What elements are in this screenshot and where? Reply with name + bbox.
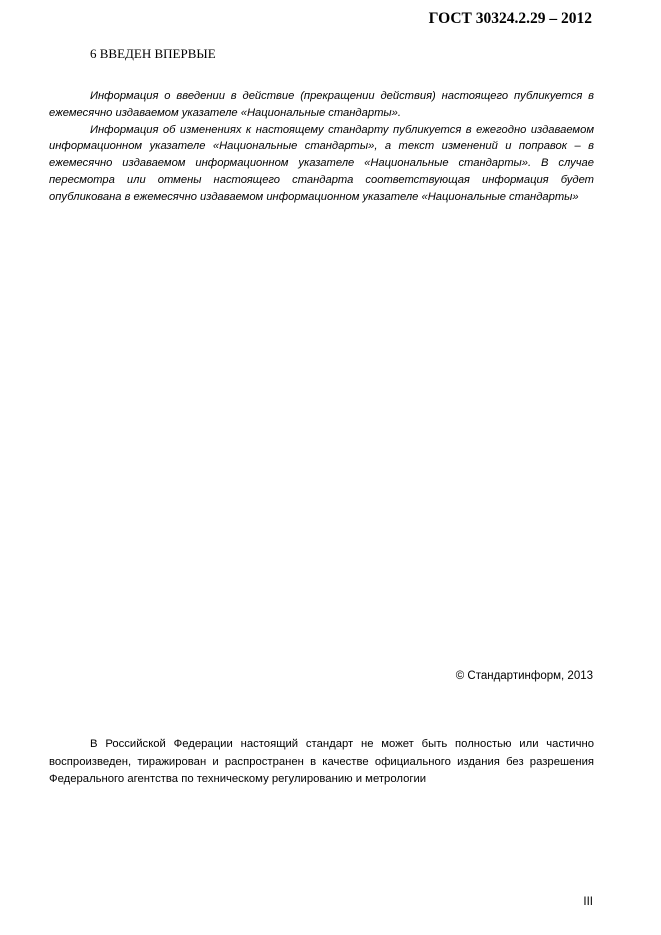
copyright-notice: © Стандартинформ, 2013 — [455, 670, 593, 682]
section-heading: 6 ВВЕДЕН ВПЕРВЫЕ — [90, 46, 216, 61]
legal-notice-block — [49, 736, 594, 789]
document-header-title: ГОСТ 30324.2.29 – 2012 — [428, 10, 592, 27]
publication-info-block — [49, 88, 594, 206]
info-paragraph-amendments: Информация об изменениях к настоящему стандарту публикуется в ежегодно издаваемом информационном указателе «Национальные стандарты», а текст изменений и поправок – в ежемесячно издаваемом информационном указателе «Национальные стандарты». В случае пересмотра или отмены настоящего стандарта соответствующая информация будет опубликована в ежемесячно издаваемом информационном указателе «Национальные стандарты» — [49, 123, 594, 203]
info-paragraph-introduction: Информация о введении в действие (прекращении действия) настоящего публикуется в ежемесячно издаваемом указателе «Национальные стандарты». — [49, 90, 594, 119]
legal-notice-text: В Российской Федерации настоящий стандарт не может быть полностью или частично воспроизведен, тиражирован и распространен в качестве официального издания без разрешения Федерального агентства по техническому регулированию и метрологии — [49, 738, 594, 785]
page-number: III — [583, 896, 593, 908]
